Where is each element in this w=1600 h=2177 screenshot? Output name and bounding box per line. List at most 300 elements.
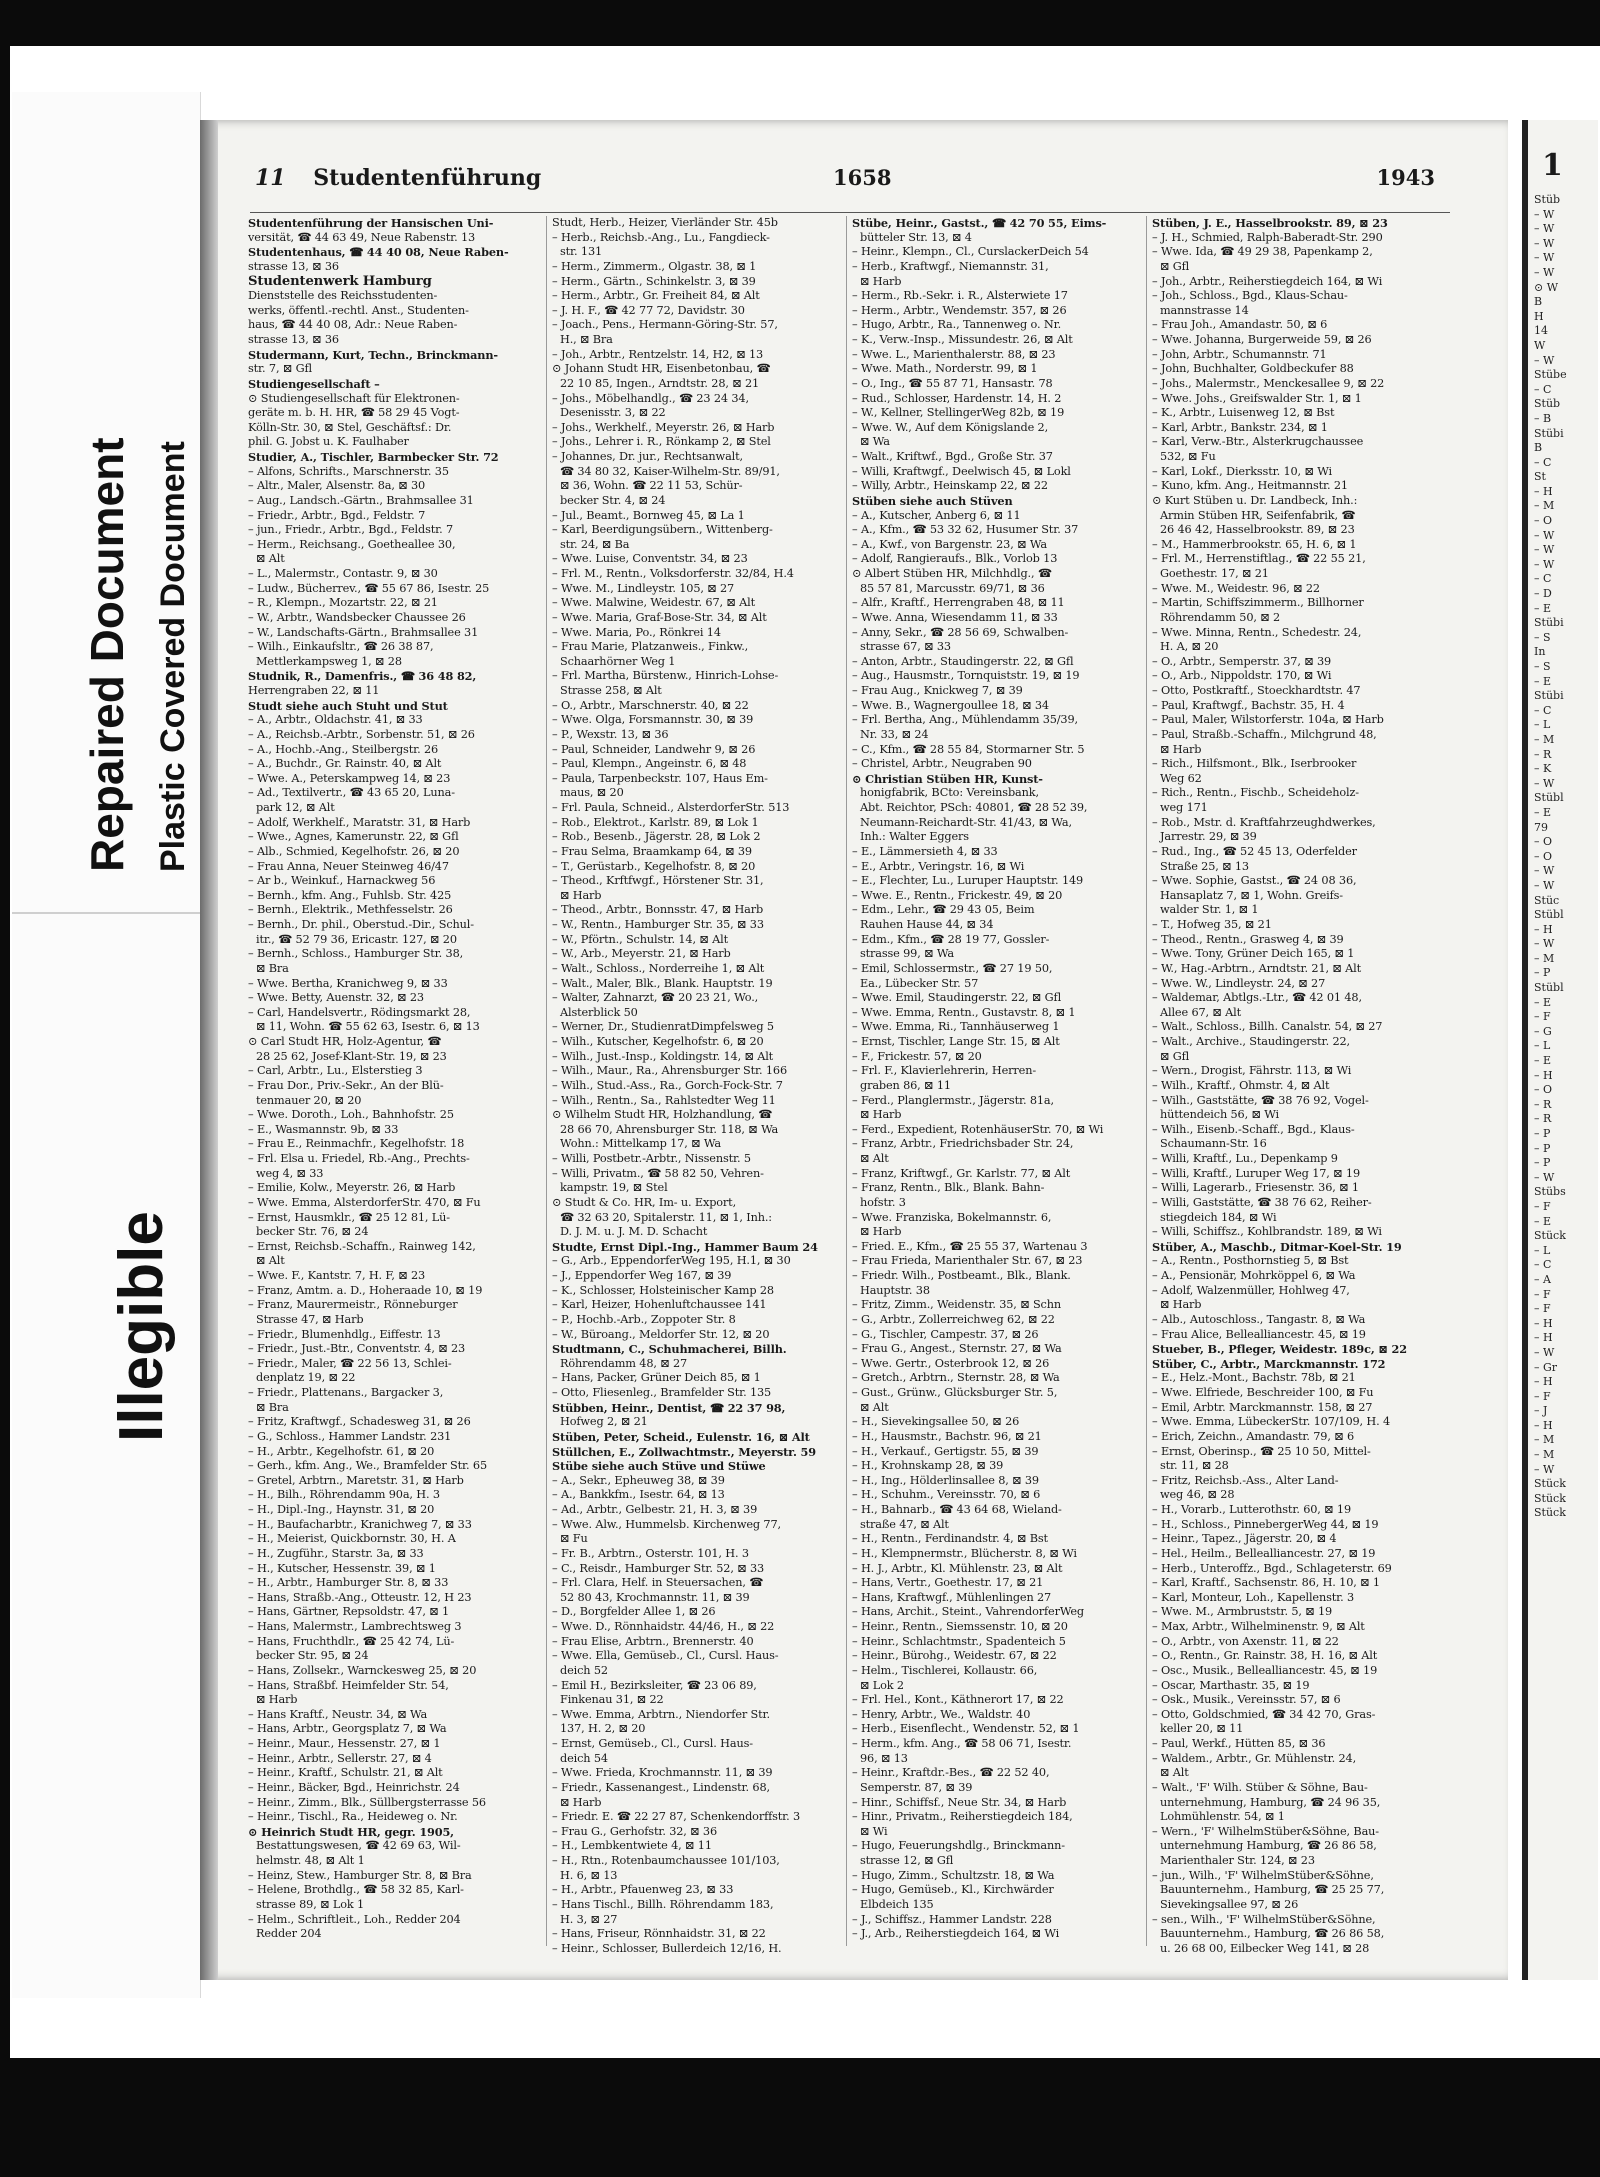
directory-entry-line: Studte, Ernst Dipl.-Ing., Hammer Baum 24 [552,1239,818,1254]
directory-entry-line: – H., Meierist, Quickbornstr. 30, H. A [248,1532,456,1546]
directory-entry-line: – O., Rentn., Gr. Rainstr. 38, H. 16, ⊠ Alt [1152,1649,1378,1663]
next-page-line: Stück [1534,1506,1566,1520]
directory-entry-line: – Hugo, Feuerungshdlg., Brinckmann- [852,1839,1065,1853]
directory-entry-line: – Gretel, Arbtrn., Maretstr. 31, ⊠ Harb [248,1473,464,1487]
directory-entry-line: – sen., Wilh., 'F' WilhelmStüber&Söhne, [1152,1912,1376,1926]
directory-entry-line: – Johs., Werkhelf., Meyerstr. 26, ⊠ Harb [552,420,775,434]
directory-entry-line: – Henry, Arbtr., We., Waldstr. 40 [852,1707,1031,1721]
directory-entry-line: – Frl. Clara, Helf. in Steuersachen, ☎ [552,1576,764,1590]
directory-entry-line: Stüber, C., Arbtr., Marckmannstr. 172 [1152,1356,1386,1371]
directory-entry-line: – A., Kutscher, Anberg 6, ⊠ 11 [852,508,1021,522]
directory-entry-line: – Wwe. L., Marienthalerstr. 88, ⊠ 23 [852,347,1056,361]
repaired-document-label: Repaired Document [81,437,133,872]
next-page-sliver [1522,120,1598,1980]
next-page-line: – E [1534,805,1552,819]
directory-entry-line: – Wwe. Gertr., Osterbrook 12, ⊠ 26 [852,1356,1050,1370]
directory-entry-line: ⊠ Harb [1160,1298,1202,1312]
directory-entry-line: – Willi, Lagerarb., Friesenstr. 36, ⊠ 1 [1152,1181,1359,1195]
directory-entry-line: – Osk., Musik., Vereinsstr. 57, ⊠ 6 [1152,1693,1341,1707]
directory-entry-line: ⊠ Harb [860,274,902,288]
next-page-line: – H [1534,1068,1553,1082]
directory-entry-line: Schaarhörner Weg 1 [560,654,676,668]
directory-entry-line: weg 4, ⊠ 33 [256,1166,324,1180]
directory-entry-line: – E., Flechter, Lu., Luruper Hauptstr. 149 [852,874,1084,888]
directory-entry-line: hofstr. 3 [860,1195,906,1209]
directory-entry-line: – H., Rentn., Ferdinandstr. 4, ⊠ Bst [852,1532,1048,1546]
directory-entry-line: – Hinr., Privatm., Reiherstiegdeich 184, [852,1810,1073,1824]
directory-entry-line: – A., Kfm., ☎ 53 32 62, Husumer Str. 37 [852,523,1079,537]
directory-entry-line: Hofweg 2, ⊠ 21 [560,1415,648,1429]
directory-entry-line: walder Str. 1, ⊠ 1 [1160,903,1259,917]
directory-entry-line: ⊙ Heinrich Studt HR, gegr. 1905, [248,1824,454,1839]
directory-entry-line: str. 11, ⊠ 28 [1160,1459,1229,1473]
directory-entry-line: ⊠ Alt [860,1152,889,1165]
directory-entry-line: – Max, Arbtr., Wilhelminenstr. 9, ⊠ Alt [1152,1620,1365,1633]
directory-entry-line: – F., Frickestr. 57, ⊠ 20 [852,1049,982,1063]
next-page-line: – E [1534,1214,1552,1228]
directory-entry-line: – O., Arbtr., Semperstr. 37, ⊠ 39 [1152,654,1332,668]
next-page-line: – P [1534,1127,1551,1140]
directory-entry-line: – Helm., Schriftleit., Loh., Redder 204 [248,1912,461,1926]
directory-entry-line: – Theod., Arbtr., Bonnsstr. 47, ⊠ Harb [552,903,764,917]
directory-entry-line: park 12, ⊠ Alt [256,801,335,814]
directory-entry-line: ⊠ Alt [256,552,285,566]
directory-entry-line: – Wwe. W., Lindleystr. 24, ⊠ 27 [1152,976,1326,990]
directory-entry-line: – H. J., Arbtr., Kl. Mühlenstr. 23, ⊠ Alt [852,1561,1063,1575]
directory-entry-line: – Paul, Klempn., Angeinstr. 6, ⊠ 48 [552,757,747,771]
directory-entry-line: – Franz, Arbtr., Friedrichsbader Str. 24, [852,1137,1074,1151]
directory-entry-line: – John, Arbtr., Schumannstr. 71 [1152,347,1327,361]
directory-entry-line: – Karl, Kraftf., Sachsenstr. 86, H. 10, ⊠ 1 [1152,1576,1380,1590]
directory-entry-line: Wohn.: Mittelkamp 17, ⊠ Wa [560,1137,721,1151]
directory-entry-line: – Wwe. W., Auf dem Königslande 2, [852,420,1049,434]
next-page-line: – P [1534,966,1551,980]
next-page-line: – L [1534,1243,1551,1257]
directory-entry-line: – Wwe. Doroth., Loh., Bahnhofstr. 25 [248,1108,454,1122]
directory-entry-line: werks, öffentl.-rechtl. Anst., Studenten- [248,303,469,317]
directory-entry-line: – C., Kfm., ☎ 28 55 84, Stormarner Str. 5 [852,742,1085,756]
directory-entry-line: – Rich., Hilfsmont., Blk., Iserbrooker [1152,757,1357,771]
directory-entry-line: – Edm., Lehr., ☎ 29 43 05, Beim [852,903,1035,917]
directory-entry-line: – G., Tischler, Campestr. 37, ⊠ 26 [852,1327,1039,1341]
directory-entry-line: Marienthaler Str. 124, ⊠ 23 [1160,1854,1315,1867]
next-page-line: – R [1534,1097,1552,1111]
directory-entry-line: – Wwe. Anna, Wiesendamm 11, ⊠ 33 [852,610,1058,624]
directory-entry-line: 28 25 62, Josef-Klant-Str. 19, ⊠ 23 [256,1049,447,1063]
directory-entry-line: – Wwe. Ida, ☎ 49 29 38, Papenkamp 2, [1152,245,1373,259]
directory-entry-line: – Rob., Elektrot., Karlstr. 89, ⊠ Lok 1 [552,815,759,829]
directory-entry-line: – Edm., Kfm., ☎ 28 19 77, Gossler- [852,932,1050,946]
directory-entry-line: – Wwe. Emma, Ri., Tannhäuserweg 1 [852,1020,1060,1034]
directory-entry-line: – Walt., Schloss., Billh. Canalstr. 54, ⊠ 27 [1152,1020,1383,1034]
directory-entry-line: – A., Pensionär, Mohrköppel 6, ⊠ Wa [1152,1269,1356,1282]
directory-entry-line: – H., Ing., Hölderlinsallee 8, ⊠ 39 [852,1473,1039,1487]
directory-entry-line: – Ar b., Weinkuf., Harnackweg 56 [248,874,436,888]
directory-entry-line: – Ad., Textilvertr., ☎ 43 65 20, Luna- [248,786,455,800]
directory-entry-line: – Heinr., Schlachtmstr., Spadenteich 5 [852,1634,1066,1648]
directory-entry-line: – Wwe. Luise, Conventstr. 34, ⊠ 23 [552,552,748,566]
directory-entry-line: Studentenhaus, ☎ 44 40 08, Neue Raben- [248,245,509,260]
directory-entry-line: – Rud., Schlosser, Hardenstr. 14, H. 2 [852,391,1062,405]
directory-entry-line: Stübben, Heinr., Dentist, ☎ 22 37 98, [552,1400,786,1415]
directory-entry-line: – Wilh., Stud.-Ass., Ra., Gorch-Fock-Str. 7 [552,1078,783,1092]
directory-entry-line: – Ernst, Gemüseb., Cl., Cursl. Haus- [552,1737,753,1750]
next-page-line: – E [1534,1054,1552,1068]
directory-entry-line: – W., Rentn., Hamburger Str. 35, ⊠ 33 [552,918,764,931]
directory-entry-line: Abt. Reichtor, PSch: 40801, ☎ 28 52 39, [860,801,1088,814]
directory-entry-line: honigfabrik, BCto: Vereinsbank, [860,786,1039,800]
directory-entry-line: – Gretch., Arbtrn., Sternstr. 28, ⊠ Wa [852,1371,1060,1385]
directory-entry-line: – Wwe. Bertha, Kranichweg 9, ⊠ 33 [248,976,448,990]
next-page-line: – Gr [1534,1360,1558,1374]
next-page-line: – W [1534,1345,1555,1359]
directory-entry-line: – Frau G., Gerhofstr. 32, ⊠ 36 [552,1824,718,1838]
directory-entry-line: – Walt., Schloss., Norderreihe 1, ⊠ Alt [552,961,765,975]
directory-entry-line: – A., Buchdr., Gr. Rainstr. 40, ⊠ Alt [248,757,442,771]
directory-entry-line: – J. H., Schmied, Ralph-Baberadt-Str. 290 [1152,230,1383,244]
directory-entry-line: – O., Arbtr., von Axenstr. 11, ⊠ 22 [1152,1634,1339,1648]
directory-entry-line: ☎ 34 80 32, Kaiser-Wilhelm-Str. 89/91, [560,464,780,478]
directory-entry-line: – Bernh., Dr. phil., Oberstud.-Dir., Schul- [248,918,474,931]
directory-entry-line: 137, H. 2, ⊠ 20 [560,1722,646,1736]
directory-entry-line: graben 86, ⊠ 11 [860,1078,951,1092]
directory-entry-line: – Wwe. Emma, Arbtrn., Niendorfer Str. [552,1707,770,1721]
directory-entry-line: Studt siehe auch Stuht und Stut [248,698,448,713]
next-page-line: – H [1534,1418,1553,1432]
directory-entry-line: – Heinr., Klempn., Cl., CurslackerDeich 54 [852,245,1089,259]
directory-entry-line: – Herm., Zimmerm., Olgastr. 38, ⊠ 1 [552,259,757,273]
directory-entry-line: – Helene, Brothdlg., ☎ 58 32 85, Karl- [248,1883,464,1897]
next-page-line: Stüb [1534,193,1561,206]
directory-entry-line: Herrengraben 22, ⊠ 11 [248,684,380,697]
directory-entry-line: – Wwe. Emma, Rentn., Gustavstr. 8, ⊠ 1 [852,1005,1076,1019]
directory-entry-line: – Hans, Archit., Steint., VahrendorferWeg [852,1605,1084,1619]
next-page-line: – M [1534,951,1555,965]
directory-entry-line: Bestattungswesen, ☎ 42 69 63, Wil- [256,1839,461,1853]
directory-entry-line: ⊙ Carl Studt HR, Holz-Agentur, ☎ [248,1035,442,1048]
directory-entry-line: – H., Arbtr., Pfauenweg 23, ⊠ 33 [552,1883,734,1897]
directory-entry-line: – Ludw., Bücherrev., ☎ 55 67 86, Isestr. 25 [248,581,490,595]
directory-entry-line: – Adolf, Rangieraufs., Blk., Vorlob 13 [852,552,1058,566]
next-page-line: – L [1534,1039,1551,1053]
directory-entry-line: – E., Lämmersieth 4, ⊠ 33 [852,844,998,858]
directory-entry-line: – Hans, Vertr., Goethestr. 17, ⊠ 21 [852,1576,1044,1590]
directory-entry-line: – Wilh., Eisenb.-Schaff., Bgd., Klaus- [1152,1122,1355,1136]
directory-entry-line: – Wwe. Emil, Staudingerstr. 22, ⊠ Gfl [852,991,1062,1005]
column-1 [248,216,547,1946]
directory-entry-line: – W., Kellner, StellingerWeg 82b, ⊠ 19 [852,406,1065,420]
directory-entry-line: – Theod., Krftfwgf., Hörstener Str. 31, [552,874,764,888]
next-page-line: – F [1534,1302,1551,1316]
directory-entry-line: – Wwe. B., Wagnergoullee 18, ⊠ 34 [852,698,1049,712]
directory-entry-line: – Wwe. Malwine, Weidestr. 67, ⊠ Alt [552,596,755,610]
directory-entry-line: – W., Büroang., Meldorfer Str. 12, ⊠ 20 [552,1327,770,1341]
next-page-line: – C [1534,703,1552,717]
directory-entry-line: ⊙ Studiengesellschaft für Elektronen- [248,391,460,405]
directory-entry-line: – H., Lembkentwiete 4, ⊠ 11 [552,1839,712,1853]
directory-entry-line: – Frl. M., Rentn., Volksdorferstr. 32/84, H.4 [552,567,794,580]
directory-entry-line: deich 54 [560,1751,608,1765]
directory-entry-line: – Frau E., Reinmachfr., Kegelhofstr. 18 [248,1137,465,1151]
next-page-line: – W [1534,528,1555,542]
directory-entry-line: becker Str. 4, ⊠ 24 [560,493,666,507]
directory-entry-line: ⊠ Bra [256,1400,289,1414]
next-page-line: – K [1534,762,1552,776]
directory-entry-line: – Wwe. D., Rönnhaidstr. 44/46, H., ⊠ 22 [552,1620,775,1633]
directory-entry-line: – Bernh., Elektrik., Methfesselstr. 26 [248,903,453,917]
directory-entry-line: – H., Verkauf., Gertigstr. 55, ⊠ 39 [852,1444,1039,1458]
directory-entry-line: ⊠ Fu [560,1532,588,1546]
directory-entry-line: – Johs., Möbelhandlg., ☎ 23 24 34, [552,391,749,405]
directory-entry-line: ⊙ Albert Stüben HR, Milchhdlg., ☎ [852,567,1052,580]
next-page-line: – W [1534,207,1555,221]
directory-entry-line: – Friedr., Blumenhdlg., Eiffestr. 13 [248,1327,441,1341]
directory-entry-line: – Wwe. Tony, Grüner Deich 165, ⊠ 1 [1152,947,1355,961]
directory-entry-line: – Franz, Rentn., Blk., Blank. Bahn- [852,1181,1045,1195]
next-page-line: – C [1534,1258,1552,1272]
scan-border-left [0,46,10,2058]
directory-entry-line: – Ernst, Tischler, Lange Str. 15, ⊠ Alt [852,1035,1060,1048]
next-page-line: B [1534,295,1543,309]
next-page-line: – G [1534,1024,1552,1038]
directory-entry-line: – G., Arb., EppendorferWeg 195, H.1, ⊠ 30 [552,1254,791,1268]
directory-entry-line: Alsterblick 50 [560,1005,638,1019]
directory-entry-line: – Walt., Maler, Blk., Blank. Hauptstr. 19 [552,976,773,990]
directory-entry-line: 28 66 70, Ahrensburger Str. 118, ⊠ Wa [560,1122,779,1136]
next-page-line: – W [1534,251,1555,265]
directory-entry-line: – Hans, Gärtner, Repsoldstr. 47, ⊠ 1 [248,1605,450,1619]
directory-entry-line: – Franz, Kriftwgf., Gr. Karlstr. 77, ⊠ Alt [852,1166,1071,1180]
next-page-line: Stück [1534,1229,1566,1243]
directory-entry-line: – K., Arbtr., Luisenweg 12, ⊠ Bst [1152,406,1335,420]
directory-entry-line: – Wwe. Math., Norderstr. 99, ⊠ 1 [852,362,1038,376]
directory-entry-line: – H., Vorarb., Lutterothstr. 60, ⊠ 19 [1152,1503,1352,1516]
directory-entry-line: – G., Arbtr., Zollerreichweg 62, ⊠ 22 [852,1312,1055,1326]
directory-entry-line: – Willi, Privatm., ☎ 58 82 50, Vehren- [552,1166,764,1180]
directory-entry-line: – Frau Aug., Knickweg 7, ⊠ 39 [852,684,1023,697]
directory-entry-line: Goethestr. 17, ⊠ 21 [1160,567,1269,580]
next-page-line: – M [1534,732,1555,746]
directory-entry-line: ⊠ Gfl [1160,1049,1190,1063]
directory-entry-line: – Wwe. Ella, Gemüseb., Cl., Cursl. Haus- [552,1649,779,1663]
directory-entry-line: ⊠ Harb [560,1795,602,1809]
directory-entry-line: Allee 67, ⊠ Alt [1160,1005,1242,1019]
directory-entry-line: – Joach., Pens., Hermann-Göring-Str. 57, [552,318,778,332]
next-page-line: – F [1534,1010,1551,1024]
directory-entry-line: – Heinr., Kraftdr.-Bes., ☎ 22 52 40, [852,1766,1050,1780]
directory-entry-line: – D., Borgfelder Allee 1, ⊠ 26 [552,1605,716,1619]
next-page-line: – B [1534,411,1552,425]
next-page-line: – W [1534,265,1555,279]
directory-entry-line: – H., Bilh., Röhrendamm 90a, H. 3 [248,1488,440,1502]
directory-entry-line: keller 20, ⊠ 11 [1160,1722,1244,1736]
directory-entry-line: – Emil, Arbtr. Marckmannstr. 158, ⊠ 27 [1152,1400,1373,1414]
directory-entry-line: 85 57 81, Marcusstr. 69/71, ⊠ 36 [860,581,1045,595]
directory-entry-line: – Hinr., Schiffsf., Neue Str. 34, ⊠ Harb [852,1795,1067,1809]
next-page-line: – P [1534,1141,1551,1155]
directory-entry-line: – Helm., Tischlerei, Kollaustr. 66, [852,1663,1038,1677]
next-page-line: – W [1534,557,1555,571]
scan-border-bottom [0,2058,1600,2177]
directory-entry-line: – Wern., Drogist, Fährstr. 113, ⊠ Wi [1152,1064,1352,1078]
directory-entry-line: – Wilh., Gaststätte, ☎ 38 76 92, Vogel- [1152,1093,1369,1107]
directory-entry-line: – P., Wexstr. 13, ⊠ 36 [552,727,669,741]
directory-entry-line: Strasse 47, ⊠ Harb [256,1312,364,1326]
directory-entry-line: – W., Arbtr., Wandsbecker Chaussee 26 [248,610,466,624]
directory-entry-line: ⊠ Alt [256,1254,285,1268]
plastic-covered-label: Plastic Covered Document [154,441,192,872]
directory-entry-line: 532, ⊠ Fu [1160,450,1216,463]
directory-entry-line: hüttendeich 56, ⊠ Wi [1160,1108,1279,1122]
directory-entry-line: – Walt., Archive., Staudingerstr. 22, [1152,1035,1350,1048]
directory-entry-line: – Emil, Schlossermstr., ☎ 27 19 50, [852,961,1053,975]
directory-entry-line: – A., Kwf., von Bargenstr. 23, ⊠ Wa [852,537,1047,551]
directory-entry-line: – E., Arbtr., Veringstr. 16, ⊠ Wi [852,859,1025,873]
directory-entry-line: Elbdeich 135 [860,1897,934,1911]
directory-entry-line: Hansaplatz 7, ⊠ 1, Wohn. Greifs- [1160,888,1343,902]
next-page-line: – W [1534,1170,1555,1184]
directory-entry-line: – Alfons, Schrifts., Marschnerstr. 35 [248,464,449,478]
directory-entry-line: – Carl, Handelsvertr., Rödingsmarkt 28, [248,1005,471,1019]
directory-entry-line: – Oscar, Marthastr. 35, ⊠ 19 [1152,1678,1310,1692]
directory-entry-line: – Wilh., Einkaufsltr., ☎ 26 38 87, [248,640,434,654]
directory-entry-line: – Anton, Arbtr., Staudingerstr. 22, ⊠ Gfl [852,654,1074,668]
directory-entry-line: – Wwe. E., Rentn., Frickestr. 49, ⊠ 20 [852,888,1063,902]
directory-entry-line: – Frau Alice, Bellealliancestr. 45, ⊠ 19 [1152,1327,1366,1341]
next-page-line: – C [1534,572,1552,586]
column-2 [552,216,847,1955]
directory-entry-line: – Paul, Straßb.-Schaffn., Milchgrund 48, [1152,727,1377,741]
directory-entry-line: weg 171 [1160,801,1208,814]
next-page-line: – S [1534,630,1551,644]
directory-entry-line: – Willi, Kraftwgf., Deelwisch 45, ⊠ Lokl [852,464,1071,478]
directory-entry-line: – Herm., Gärtn., Schinkelstr. 3, ⊠ 39 [552,274,756,288]
directory-entry-line: – Willi, Kraftf., Lu., Depenkamp 9 [1152,1152,1338,1165]
directory-entry-line: – Anny, Sekr., ☎ 28 56 69, Schwalben- [852,625,1069,639]
directory-entry-line: – J., Schiffsz., Hammer Landstr. 228 [852,1912,1052,1926]
directory-entry-line: – Aug., Landsch.-Gärtn., Brahmsallee 31 [248,493,474,507]
directory-entry-line: – Hans, Straßbf. Heimfelder Str. 54, [248,1678,449,1692]
directory-entry-line: – A., Reichsb.-Arbtr., Sorbenstr. 51, ⊠ 26 [248,727,475,741]
directory-entry-line: – Heinr., Schlosser, Bullerdeich 12/16, H. [552,1941,782,1955]
next-page-line: – M [1534,499,1555,513]
directory-entry-line: – Kuno, kfm. Ang., Heitmannstr. 21 [1152,479,1348,493]
directory-entry-line: – Wwe. Franziska, Bokelmannstr. 6, [852,1210,1052,1224]
directory-entry-line: – A., Sekr., Epheuweg 38, ⊠ 39 [552,1473,725,1487]
next-page-line: Stüc [1534,893,1560,907]
directory-entry-line: – Heinr., Bäcker, Bgd., Heinrichstr. 24 [248,1780,460,1794]
directory-entry-line: Stüben, J. E., Hasselbrookstr. 89, ⊠ 23 [1152,216,1388,230]
directory-entry-line: – Joh., Schloss., Bgd., Klaus-Schau- [1152,289,1348,303]
next-page-line: Stübi [1534,689,1564,703]
directory-entry-line: – Frl. Paula, Schneid., AlsterdorferStr. 513 [552,801,790,814]
directory-entry-line: Strasse 258, ⊠ Alt [560,684,662,697]
directory-entry-line: ⊠ Gfl [1160,259,1190,273]
next-page-line: H [1534,309,1544,323]
directory-entry-line: – Aug., Hausmstr., Tornquiststr. 19, ⊠ 19 [852,669,1080,683]
directory-entry-line: Lohmühlenstr. 54, ⊠ 1 [1160,1810,1285,1824]
directory-entry-line: ⊠ Alt [860,1400,889,1414]
directory-entry-line: – H., Sievekingsallee 50, ⊠ 26 [852,1415,1020,1429]
directory-entry-line: – Adolf, Walzenmüller, Hohlweg 47, [1152,1283,1350,1297]
directory-entry-line: – Wwe. M., Armbruststr. 5, ⊠ 19 [1152,1605,1333,1619]
directory-entry-line: – A., Rentn., Posthornstieg 5, ⊠ Bst [1152,1254,1349,1268]
directory-entry-line: – Herm., Reichsang., Goetheallee 30, [248,537,456,551]
directory-entry-line: – A., Hochb.-Ang., Steilbergstr. 26 [248,742,439,756]
directory-entry-line: becker Str. 95, ⊠ 24 [256,1649,369,1663]
next-page-line: Stüb [1534,397,1561,411]
directory-entry-line: – Herm., Arbtr., Wendemstr. 357, ⊠ 26 [852,303,1067,317]
header-rule [250,212,1450,213]
next-page-line: Stübi [1534,426,1564,440]
directory-entry-line: – Wilh., Maur., Ra., Ahrensburger Str. 166 [552,1064,787,1078]
next-page-line: Stübs [1534,1185,1566,1199]
directory-entry-line: – H., Schuhm., Vereinsstr. 70, ⊠ 6 [852,1488,1041,1502]
next-page-line: – W [1534,864,1555,878]
directory-entry-line: weg 46, ⊠ 28 [1160,1488,1235,1502]
directory-entry-line: – H., Arbtr., Hamburger Str. 8, ⊠ 33 [248,1576,449,1590]
directory-entry-line: – Ernst, Reichsb.-Schaffn., Rainweg 142, [248,1239,476,1253]
directory-entry-line: Rauhen Hause 44, ⊠ 34 [860,918,994,931]
next-page-line: – P [1534,1156,1551,1170]
directory-entry-line: – W., Pförtn., Schulstr. 14, ⊠ Alt [552,932,728,946]
directory-entry-line: – Paul, Maler, Wilstorferstr. 104a, ⊠ Harb [1152,713,1384,727]
directory-entry-line: – Hans, Malermstr., Lambrechtsweg 3 [248,1620,462,1633]
directory-entry-line: Mettlerkampsweg 1, ⊠ 28 [256,654,402,668]
directory-entry-line: – Frl. Bertha, Ang., Mühlendamm 35/39, [852,713,1078,727]
directory-entry-line: – jun., Wilh., 'F' WilhelmStüber&Söhne, [1152,1868,1374,1882]
page-header [255,165,1435,205]
directory-entry-line: – E., Helz.-Mont., Bachstr. 78b, ⊠ 21 [1152,1371,1356,1385]
directory-entry-line: stiegdeich 184, ⊠ Wi [1160,1210,1277,1224]
next-page-number: 1 [1542,148,1563,183]
directory-entry-line: – Johs., Malermstr., Menckesallee 9, ⊠ 22 [1152,376,1385,390]
directory-entry-line: – E., Wasmannstr. 9b, ⊠ 33 [248,1122,399,1136]
directory-entry-line: – Karl, Beerdigungsübern., Wittenberg- [552,523,773,537]
next-page-line: Stübl [1534,791,1564,805]
next-page-line: – O [1534,835,1553,849]
directory-entry-line: ⊠ Harb [860,1108,902,1122]
next-page-line: – O [1534,849,1553,863]
next-page-line: – E [1534,995,1552,1009]
directory-entry-line: – Martin, Schiffszimmerm., Billhorner [1152,596,1364,610]
directory-entry-line: – Hel., Heilm., Bellealliancestr. 27, ⊠ 19 [1152,1546,1376,1560]
directory-entry-line: – K., Verw.-Insp., Missundestr. 26, ⊠ Alt [852,333,1073,346]
next-page-line: – R [1534,747,1552,761]
directory-entry-line: – O., Arb., Nippoldstr. 170, ⊠ Wi [1152,669,1332,683]
directory-entry-line: ⊠ Wi [860,1824,888,1838]
directory-entry-line: – Joh., Arbtr., Reiherstiegdeich 164, ⊠ Wi [1152,274,1383,288]
directory-entry-line: Stüben siehe auch Stüven [852,493,1013,508]
next-page-line: – F [1534,1287,1551,1301]
directory-entry-line: – Franz, Amtm. a. D., Hoheraade 10, ⊠ 19 [248,1283,483,1297]
directory-entry-line: – Wwe. Frieda, Krochmannstr. 11, ⊠ 39 [552,1766,773,1780]
directory-entry-line: – Bernh., Schloss., Hamburger Str. 38, [248,947,464,961]
directory-entry-line: – W., Arb., Meyerstr. 21, ⊠ Harb [552,947,731,961]
next-page-line: – W [1534,1462,1555,1476]
next-page-line: B [1534,441,1543,455]
directory-entry-line: – Fried. E., Kfm., ☎ 25 55 37, Wartenau 3 [852,1239,1088,1253]
directory-entry-line: – C., Reisdr., Hamburger Str. 52, ⊠ 33 [552,1561,765,1575]
directory-entry-line: Dienststelle des Reichsstudenten- [248,289,438,303]
directory-entry-line: – Wwe. Emma, AlsterdorferStr. 470, ⊠ Fu [248,1195,481,1209]
next-page-line: Stück [1534,1477,1566,1491]
directory-entry-line: Straße 25, ⊠ 13 [1160,859,1249,873]
directory-entry-line: – Heinr., Tischl., Ra., Heideweg o. Nr. [248,1810,458,1824]
directory-entry-line: Hauptstr. 38 [860,1283,930,1297]
directory-entry-line: – Frl. Hel., Kont., Käthnerort 17, ⊠ 22 [852,1693,1064,1707]
directory-entry-line: – H., Kutscher, Hessenstr. 39, ⊠ 1 [248,1561,436,1575]
